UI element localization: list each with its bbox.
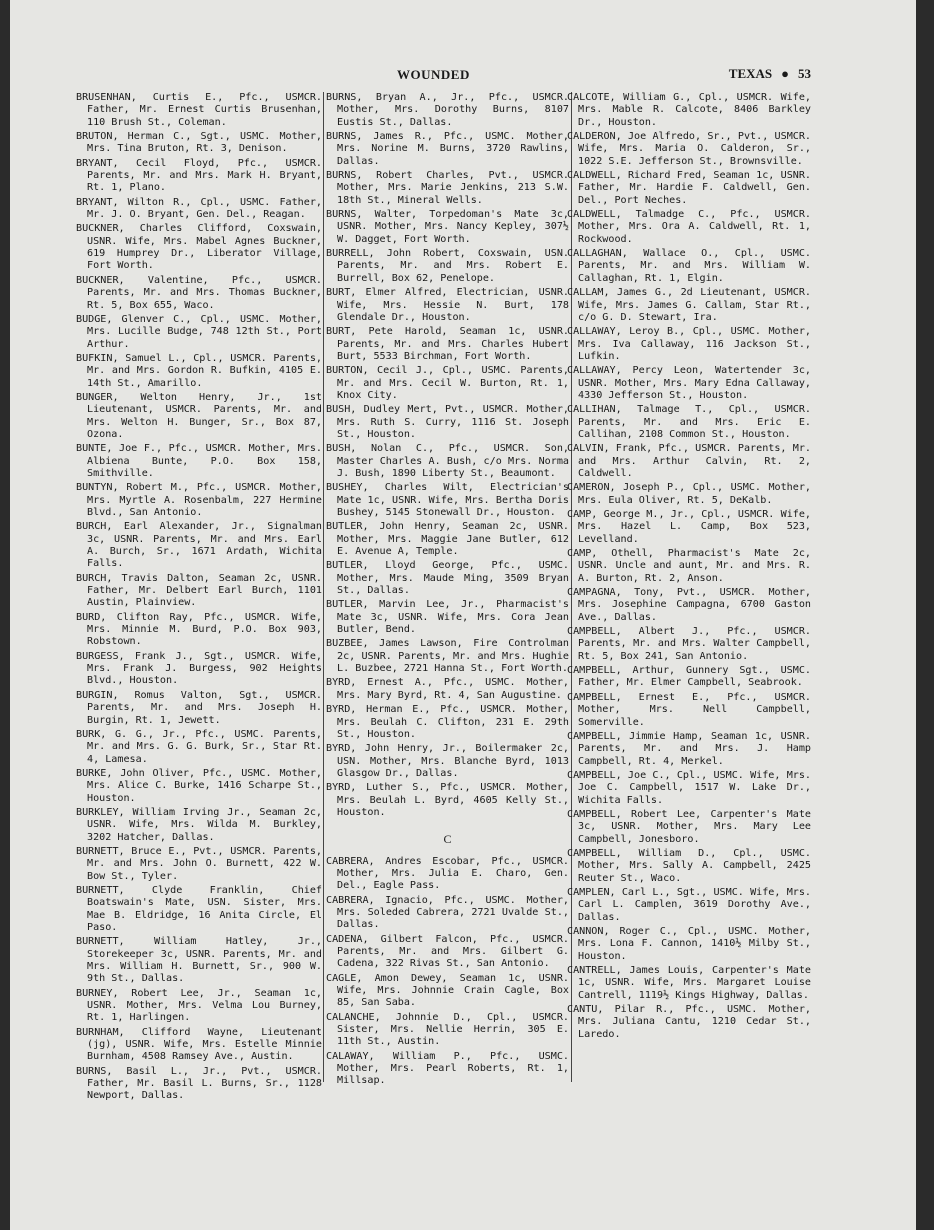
casualty-entry: BYRD, Herman E., Pfc., USMCR. Mother, Mrs. Beulah C. Clifton, 231 E. 29th St., Houston. (326, 704, 569, 740)
section-letter-heading: C (443, 832, 452, 847)
document-page (10, 0, 916, 1230)
page-header (10, 66, 916, 86)
casualty-entry: CALVIN, Frank, Pfc., USMCR. Parents, Mr. and Mrs. Arthur Calvin, Rt. 2, Caldwell. (567, 443, 811, 479)
casualty-entry: BURGIN, Romus Valton, Sgt., USMCR. Parents, Mr. and Mrs. Joseph H. Burgin, Rt. 1, Jewett. (76, 689, 322, 726)
state-name: TEXAS (728, 66, 773, 81)
casualty-entry: BURNS, Robert Charles, Pvt., USMCR. Mother, Mrs. Marie Jenkins, 213 S.W. 18th St., Mineral Wells. (326, 170, 569, 206)
casualty-entry: BUNGER, Welton Henry, Jr., 1st Lieutenant, USMCR. Parents, Mr. and Mrs. Welton H. Bunger, Sr., Box 87, Ozona. (76, 391, 322, 440)
casualty-entry: CAMPBELL, Joe C., Cpl., USMC. Wife, Mrs. Joe C. Campbell, 1517 W. Lake Dr., Wichita Falls. (567, 769, 811, 806)
casualty-entry: CANTRELL, James Louis, Carpenter's Mate 1c, USNR. Wife, Mrs. Margaret Louise Cantrell, 1119½ Kings Highway, Dallas. (567, 965, 811, 1001)
casualty-entry: CAMPBELL, Albert J., Pfc., USMCR. Parents, Mr. and Mrs. Walter Campbell, Rt. 5, Box 241, San Antonio. (567, 626, 811, 662)
casualty-entry: BURK, G. G., Jr., Pfc., USMC. Parents, Mr. and Mrs. G. G. Burk, Sr., Star Rt. 4, Lamesa. (76, 728, 322, 765)
casualty-entry: BURTON, Cecil J., Cpl., USMC. Parents, Mr. and Mrs. Cecil W. Burton, Rt. 1, Knox City. (326, 365, 569, 401)
casualty-entry: BUCKNER, Valentine, Pfc., USMCR. Parents, Mr. and Mrs. Thomas Buckner, Rt. 5, Box 655, Waco. (76, 274, 322, 311)
column-3 (567, 92, 811, 1043)
casualty-entry: BUSH, Dudley Mert, Pvt., USMCR. Mother, Mrs. Ruth S. Curry, 1116 St. Joseph St., Houston. (326, 404, 569, 440)
casualty-entry: BURNS, James R., Pfc., USMC. Mother, Mrs. Norine M. Burns, 3720 Rawlins, Dallas. (326, 131, 569, 167)
casualty-entry: CALCOTE, William G., Cpl., USMCR. Wife, Mrs. Mable R. Calcote, 8406 Barkley Dr., Houston. (567, 92, 811, 128)
casualty-entry: BUDGE, Glenver C., Cpl., USMC. Mother, Mrs. Lucille Budge, 748 12th St., Port Arthur. (76, 313, 322, 350)
casualty-entry: BURNETT, Bruce E., Pvt., USMCR. Parents, Mr. and Mrs. John O. Burnett, 422 W. Bow St., Tyler. (76, 845, 322, 882)
casualty-entry: CAMPBELL, Arthur, Gunnery Sgt., USMC. Father, Mr. Elmer Campbell, Seabrook. (567, 665, 811, 689)
casualty-entry: BUNTE, Joe F., Pfc., USMCR. Mother, Mrs. Albiena Bunte, P.O. Box 158, Smithville. (76, 443, 322, 479)
casualty-entry: BYRD, Luther S., Pfc., USMCR. Mother, Mrs. Beulah L. Byrd, 4605 Kelly St., Houston. (326, 782, 569, 818)
casualty-entry: BRUSENHAN, Curtis E., Pfc., USMCR. Father, Mr. Ernest Curtis Brusenhan, 110 Brush St., Coleman. (76, 92, 322, 128)
casualty-entry: BURT, Elmer Alfred, Electrician, USNR. Wife, Mrs. Hessie N. Burt, 178 Glendale Dr., Houston. (326, 287, 569, 323)
casualty-entry: CALLAM, James G., 2d Lieutenant, USMCR. Wife, Mrs. James G. Callam, Star Rt., c/o G. D. Stewart, Ira. (567, 287, 811, 323)
casualty-entry: BURKE, John Oliver, Pfc., USMC. Mother, Mrs. Alice C. Burke, 1416 Scharpe St., Houston. (76, 767, 322, 804)
casualty-entry: BURCH, Earl Alexander, Jr., Signalman 3c, USNR. Parents, Mr. and Mrs. Earl A. Burch, Sr., 1671 Ardath, Wichita Falls. (76, 521, 322, 570)
casualty-entry: BUCKNER, Charles Clifford, Coxswain, USNR. Wife, Mrs. Mabel Agnes Buckner, 619 Humprey Dr., Liberator Village, Fort Worth. (76, 223, 322, 272)
casualty-entry: BURNETT, William Hatley, Jr., Storekeeper 3c, USNR. Parents, Mr. and Mrs. William H. Burnett, Sr., 900 W. 9th St., Dallas. (76, 936, 322, 985)
casualty-entry: BURNS, Walter, Torpedoman's Mate 3c, USNR. Mother, Mrs. Nancy Kepley, 307½ W. Dagget, Fort Worth. (326, 209, 569, 245)
casualty-entry: CAMPBELL, Ernest E., Pfc., USMCR. Mother, Mrs. Nell Campbell, Somerville. (567, 691, 811, 728)
casualty-entry: BUZBEE, James Lawson, Fire Controlman 2c, USNR. Parents, Mr. and Mrs. Hughie L. Buzbee, 2721 Hanna St., Fort Worth. (326, 638, 569, 675)
casualty-entry: CABRERA, Ignacio, Pfc., USMC. Mother, Mrs. Soleded Cabrera, 2721 Uvalde St., Dallas. (326, 894, 569, 931)
casualty-entry: CAGLE, Amon Dewey, Seaman 1c, USNR. Wife, Mrs. Johnnie Crain Cagle, Box 85, San Saba. (326, 972, 569, 1009)
casualty-entry: BURGESS, Frank J., Sgt., USMCR. Wife, Mrs. Frank J. Burgess, 902 Heights Blvd., Houston. (76, 650, 322, 687)
casualty-entry: BURNEY, Robert Lee, Jr., Seaman 1c, USNR. Mother, Mrs. Velma Lou Burney, Rt. 1, Harlingen. (76, 987, 322, 1024)
casualty-entry: BUFKIN, Samuel L., Cpl., USMCR. Parents, Mr. and Mrs. Gordon R. Bufkin, 4105 E. 14th St., Amarillo. (76, 352, 322, 389)
casualty-entry: CALLAGHAN, Wallace O., Cpl., USMC. Parents, Mr. and Mrs. William W. Callaghan, Rt. 1, Elgin. (567, 248, 811, 284)
casualty-entry: BURNETT, Clyde Franklin, Chief Boatswain's Mate, USN. Sister, Mrs. Mae B. Eldridge, 16 Anita Circle, El Paso. (76, 884, 322, 933)
casualty-entry: CAMPAGNA, Tony, Pvt., USMCR. Mother, Mrs. Josephine Campagna, 6700 Gaston Ave., Dallas. (567, 587, 811, 623)
casualty-entry: BUNTYN, Robert M., Pfc., USMCR. Mother, Mrs. Myrtle A. Rosenbalm, 227 Hermine Blvd., San Antonio. (76, 482, 322, 518)
casualty-entry: CAMPBELL, Jimmie Hamp, Seaman 1c, USNR. Parents, Mr. and Mrs. J. Hamp Campbell, Rt. 4, Merkel. (567, 730, 811, 767)
page-number: 53 (798, 66, 811, 81)
casualty-entry: CAMP, Othell, Pharmacist's Mate 2c, USNR. Uncle and aunt, Mr. and Mrs. R. A. Burton, Rt. 2, Anson. (567, 548, 811, 584)
page-title: WOUNDED (397, 67, 470, 82)
bullet-icon: ● (781, 66, 789, 81)
casualty-entry: BRUTON, Herman C., Sgt., USMC. Mother, Mrs. Tina Bruton, Rt. 3, Denison. (76, 131, 322, 155)
page-header-right (729, 66, 811, 82)
casualty-entry: CAMERON, Joseph P., Cpl., USMC. Mother, Mrs. Eula Oliver, Rt. 5, DeKalb. (567, 482, 811, 506)
casualty-entry: BYRD, John Henry, Jr., Boilermaker 2c, USN. Mother, Mrs. Blanche Byrd, 1013 Glasgow Dr., Dallas. (326, 743, 569, 779)
casualty-entry: BURT, Pete Harold, Seaman 1c, USNR. Parents, Mr. and Mrs. Charles Hubert Burt, 5533 Birchman, Fort Worth. (326, 326, 569, 362)
casualty-entry: BURKLEY, William Irving Jr., Seaman 2c, USNR. Wife, Mrs. Wilda M. Burkley, 3202 Hatcher, Dallas. (76, 806, 322, 843)
casualty-entry: BURCH, Travis Dalton, Seaman 2c, USNR. Father, Mr. Delbert Earl Burch, 1101 Austin, Plainview. (76, 572, 322, 609)
casualty-entry: CAMPBELL, William D., Cpl., USMC. Mother, Mrs. Sally A. Campbell, 2425 Reuter St., Waco. (567, 847, 811, 884)
column-1 (76, 92, 322, 1105)
casualty-entry: CALDWELL, Richard Fred, Seaman 1c, USNR. Father, Mr. Hardie F. Caldwell, Gen. Del., Port Neches. (567, 170, 811, 206)
casualty-entry: CALLIHAN, Talmage T., Cpl., USMCR. Parents, Mr. and Mrs. Eric E. Callihan, 2108 Common St., Houston. (567, 404, 811, 440)
casualty-entry: CAMPBELL, Robert Lee, Carpenter's Mate 3c, USNR. Mother, Mrs. Mary Lee Campbell, Jonesboro. (567, 808, 811, 845)
casualty-entry: CADENA, Gilbert Falcon, Pfc., USMCR. Parents, Mr. and Mrs. Gilbert G. Cadena, 322 Rivas St., San Antonio. (326, 933, 569, 970)
casualty-entry: BURNS, Bryan A., Jr., Pfc., USMCR. Mother, Mrs. Dorothy Burns, 8107 Eustis St., Dallas. (326, 92, 569, 128)
casualty-entry: CALDERON, Joe Alfredo, Sr., Pvt., USMCR. Wife, Mrs. Maria O. Calderon, Sr., 1022 S.E. Jefferson St., Brownsville. (567, 131, 811, 167)
casualty-entry: BYRD, Ernest A., Pfc., USMC. Mother, Mrs. Mary Byrd, Rt. 4, San Augustine. (326, 677, 569, 701)
casualty-entry: BUTLER, John Henry, Seaman 2c, USNR. Mother, Mrs. Maggie Jane Butler, 612 E. Avenue A, Temple. (326, 521, 569, 558)
casualty-entry: CALAWAY, William P., Pfc., USMC. Mother, Mrs. Pearl Roberts, Rt. 1, Millsap. (326, 1050, 569, 1087)
casualty-entry: BRYANT, Wilton R., Cpl., USMC. Father, Mr. J. O. Bryant, Gen. Del., Reagan. (76, 196, 322, 221)
casualty-entry: BURD, Clifton Ray, Pfc., USMCR. Wife, Mrs. Minnie M. Burd, P.O. Box 903, Robstown. (76, 611, 322, 648)
casualty-entry: CALLAWAY, Leroy B., Cpl., USMC. Mother, Mrs. Iva Callaway, 116 Jackson St., Lufkin. (567, 326, 811, 362)
casualty-entry: BUSHEY, Charles Wilt, Electrician's Mate 1c, USNR. Wife, Mrs. Bertha Doris Bushey, 5145 Stonewall Dr., Houston. (326, 482, 569, 518)
casualty-entry: BRYANT, Cecil Floyd, Pfc., USMCR. Parents, Mr. and Mrs. Mark H. Bryant, Rt. 1, Plano. (76, 157, 322, 194)
casualty-entry: CAMP, George M., Jr., Cpl., USMCR. Wife, Mrs. Hazel L. Camp, Box 523, Levelland. (567, 509, 811, 545)
casualty-entry: CABRERA, Andres Escobar, Pfc., USMCR. Mother, Mrs. Julia E. Charo, Gen. Del., Eagle Pass. (326, 855, 569, 892)
casualty-entry: CAMPLEN, Carl L., Sgt., USMC. Wife, Mrs. Carl L. Camplen, 3619 Dorothy Ave., Dallas. (567, 886, 811, 923)
casualty-entry: BURRELL, John Robert, Coxswain, USN. Parents, Mr. and Mrs. Robert E. Burrell, Box 62, Penelope. (326, 248, 569, 284)
casualty-entry: CALDWELL, Talmadge C., Pfc., USMCR. Mother, Mrs. Ora A. Caldwell, Rt. 1, Rockwood. (567, 209, 811, 245)
casualty-entry: BURNS, Basil L., Jr., Pvt., USMCR. Father, Mr. Basil L. Burns, Sr., 1128 Newport, Dallas. (76, 1065, 322, 1102)
casualty-entry: CANNON, Roger C., Cpl., USMC. Mother, Mrs. Lona F. Cannon, 1410½ Milby St., Houston. (567, 926, 811, 962)
casualty-entry: BURNHAM, Clifford Wayne, Lieutenant (jg), USNR. Wife, Mrs. Estelle Minnie Burnham, 4508 Ramsey Ave., Austin. (76, 1026, 322, 1063)
casualty-entry: BUTLER, Marvin Lee, Jr., Pharmacist's Mate 3c, USNR. Wife, Mrs. Cora Jean Butler, Bend. (326, 599, 569, 636)
column-divider (323, 92, 324, 1082)
casualty-entry: CANTU, Pilar R., Pfc., USMC. Mother, Mrs. Juliana Cantu, 1210 Cedar St., Laredo. (567, 1004, 811, 1040)
column-2 (326, 92, 569, 1090)
casualty-entry: BUTLER, Lloyd George, Pfc., USMC. Mother, Mrs. Maude Ming, 3509 Bryan St., Dallas. (326, 560, 569, 597)
casualty-entry: CALANCHE, Johnnie D., Cpl., USMCR. Sister, Mrs. Nellie Herrin, 305 E. 11th St., Austin. (326, 1011, 569, 1048)
casualty-entry: CALLAWAY, Percy Leon, Watertender 3c, USNR. Mother, Mrs. Mary Edna Callaway, 4330 Jefferson St., Houston. (567, 365, 811, 401)
casualty-entry: BUSH, Nolan C., Pfc., USMCR. Son, Master Charles A. Bush, c/o Mrs. Norma J. Bush, 1890 Liberty St., Beaumont. (326, 443, 569, 479)
